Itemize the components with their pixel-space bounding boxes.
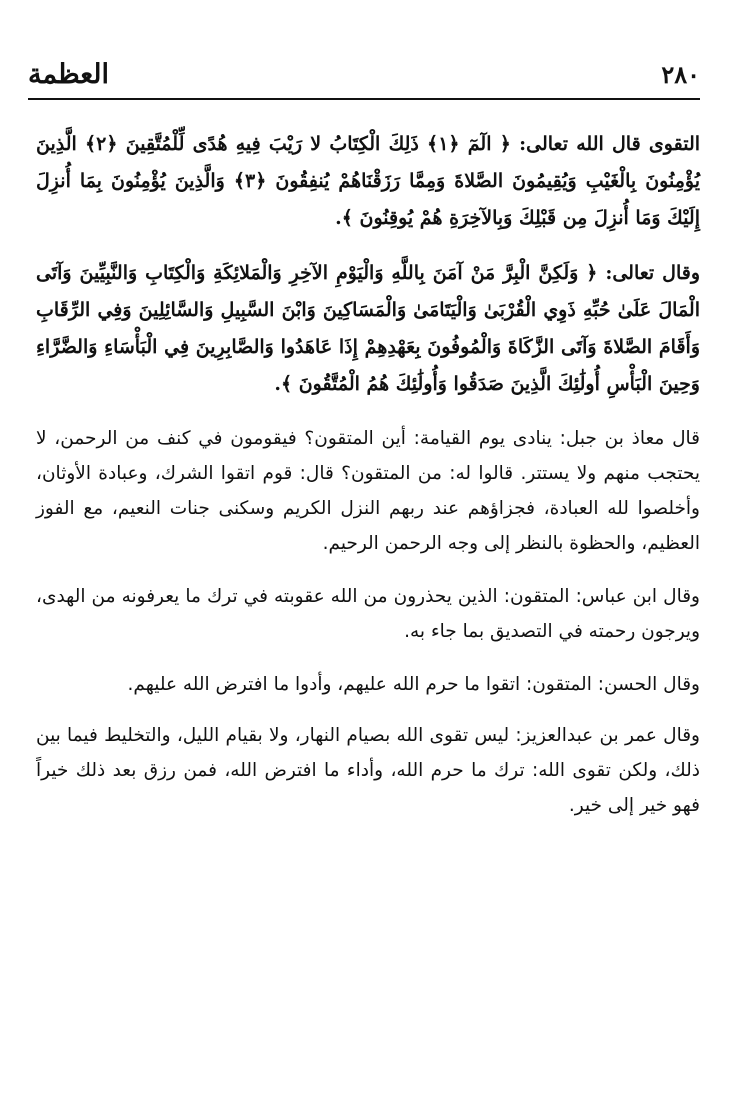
paragraph-quran-verse-birr: وقال تعالى: ﴿ وَلَكِنَّ الْبِرَّ مَنْ آمَنَ بِاللَّهِ وَالْيَوْمِ الآخِرِ وَالْمَلائِكَةِ وَالْكِتَابِ وَالنَّبِيِّينَ وَآتَى الْمَالَ عَلَىٰ حُبِّهِ ذَوِي الْقُرْبَىٰ وَالْيَتَامَىٰ وَالْمَسَاكِينَ وَابْنَ السَّبِيلِ وَالسَّائِلِينَ وَفِي الرِّقَابِ وَأَقَامَ الصَّلاةَ وَآتَى الزَّكَاةَ وَالْمُوفُونَ بِعَهْدِهِمْ إِذَا عَاهَدُوا وَالصَّابِرِينَ فِي الْبَأْسَاءِ وَالضَّرَّاءِ وَحِينَ الْبَأْسِ أُولَٰئِكَ الَّذِينَ صَدَقُوا وَأُولَٰئِكَ هُمُ الْمُتَّقُونَ ﴾.: [36, 262, 700, 395]
header-rule: [28, 98, 700, 100]
page-header: [28, 58, 700, 102]
paragraph-umar-quote: وقال عمر بن عبدالعزيز: ليس تقوى الله بصيام النهار، ولا بقيام الليل، والتخليط فيما بين ذلك، ولكن تقوى الله: ترك ما حرم الله، وأداء ما افترض الله، فمن رزق بعد ذلك خيراً فهو خير إلى خير.: [36, 725, 700, 816]
paragraph-ibn-abbas-quote: وقال ابن عباس: المتقون: الذين يحذرون من الله عقوبته في ترك ما يعرفونه من الهدى، ويرجون رحمته في التصديق بما جاء به.: [36, 586, 700, 642]
page-body: [36, 126, 700, 839]
page-number: ٢٨٠: [661, 60, 700, 89]
paragraph-hasan-quote: وقال الحسن: المتقون: اتقوا ما حرم الله عليهم، وأدوا ما افترض الله عليهم.: [127, 674, 700, 695]
paragraph-quran-verses-taqwa: التقوى قال الله تعالى: ﴿ الٓمٓ ﴿١﴾ ذَلِكَ الْكِتَابُ لا رَيْبَ فِيهِ هُدًى لِّلْمُتَّقِينَ ﴿٢﴾ الَّذِينَ يُؤْمِنُونَ بِالْغَيْبِ وَيُقِيمُونَ الصَّلاةَ وَمِمَّا رَزَقْنَاهُمْ يُنفِقُونَ ﴿٣﴾ وَالَّذِينَ يُؤْمِنُونَ بِمَا أُنزِلَ إِلَيْكَ وَمَا أُنزِلَ مِن قَبْلِكَ وَبِالآخِرَةِ هُمْ يُوقِنُونَ ﴾.: [36, 133, 701, 229]
paragraph-muadh-quote: قال معاذ بن جبل: ينادى يوم القيامة: أين المتقون؟ فيقومون في كنف من الرحمن، لا يحتجب منهم ولا يستتر. قالوا له: من المتقون؟ قال: قوم اتقوا الشرك، وعبادة الأوثان، وأخلصوا لله العبادة، فجزاؤهم عند ربهم النزل الكريم وسكنى جنات النعيم، مع الفوز العظيم، والحظوة بالنظر إلى وجه الرحمن الرحيم.: [36, 428, 700, 554]
running-title: العظمة: [28, 59, 109, 90]
